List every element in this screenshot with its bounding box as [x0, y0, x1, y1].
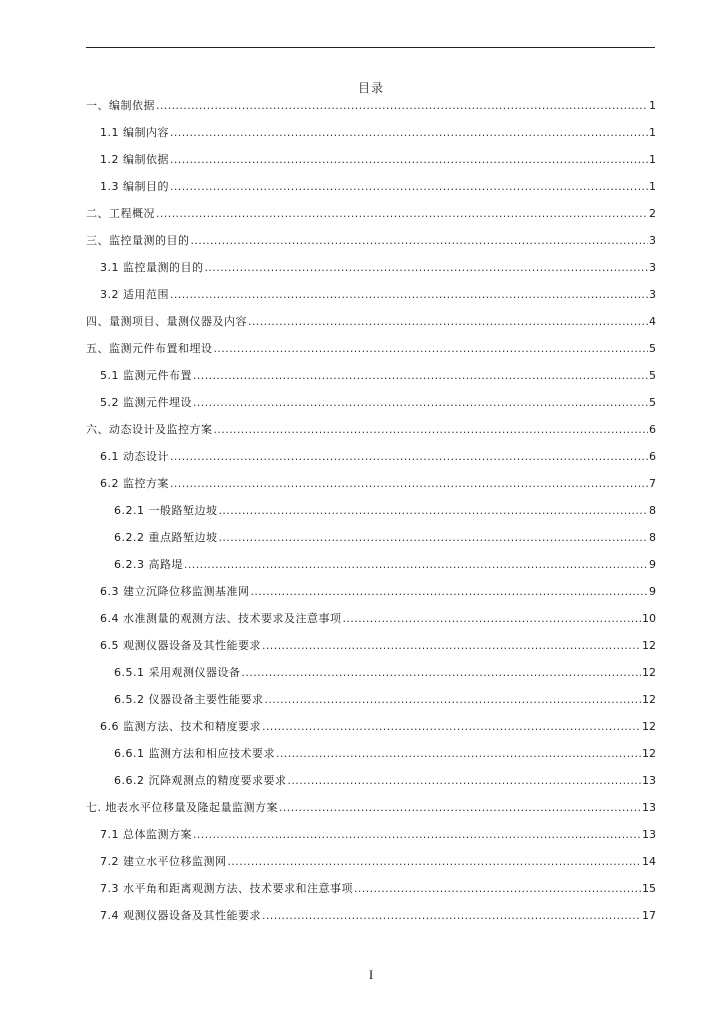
toc-entry-label: 3.2 适用范围	[100, 288, 169, 301]
toc-entry-page: 15	[642, 882, 656, 895]
toc-entry-label: 六、动态设计及监控方案	[86, 423, 213, 436]
toc-entry[interactable]	[100, 449, 656, 465]
toc-entry-page: 13	[642, 801, 656, 814]
toc-entry-label: 6.5 观测仪器设备及其性能要求	[100, 639, 261, 652]
toc-entry-label: 6.5.1 采用观测仪器设备	[114, 666, 241, 679]
dot-leader	[279, 800, 641, 816]
dot-leader	[205, 260, 649, 276]
toc-entry-label: 6.6 监测方法、技术和精度要求	[100, 720, 261, 733]
dot-leader	[265, 692, 642, 708]
toc-entry-page: 12	[642, 666, 656, 679]
toc-entry-label: 7.4 观测仪器设备及其性能要求	[100, 909, 261, 922]
toc-entry[interactable]	[100, 179, 656, 195]
toc-entry[interactable]	[100, 854, 656, 870]
toc-entry-page: 1	[649, 99, 656, 112]
toc-entry-page: 3	[649, 234, 656, 247]
toc-entry-page: 12	[642, 720, 656, 733]
toc-entry[interactable]	[100, 881, 656, 897]
toc-entry-page: 8	[649, 531, 656, 544]
dot-leader	[156, 98, 648, 114]
toc-entry-label: 二、工程概况	[86, 207, 155, 220]
dot-leader	[156, 206, 648, 222]
toc-entry-page: 3	[649, 288, 656, 301]
toc-entry-label: 6.2.2 重点路堑边坡	[114, 531, 218, 544]
toc-entry[interactable]	[114, 557, 656, 573]
toc-entry[interactable]	[100, 260, 656, 276]
dot-leader	[248, 314, 648, 330]
toc-entry-label: 6.6.1 监测方法和相应技术要求	[114, 747, 275, 760]
toc-entry[interactable]	[114, 530, 656, 546]
toc-entry[interactable]	[86, 422, 656, 438]
toc-entry-page: 10	[642, 612, 656, 625]
dot-leader	[170, 152, 648, 168]
toc-entry[interactable]	[86, 341, 656, 357]
toc-entry-page: 6	[649, 450, 656, 463]
toc-entry[interactable]	[114, 773, 656, 789]
toc-entry-page: 9	[649, 585, 656, 598]
dot-leader	[193, 827, 641, 843]
toc-entry-label: 3.1 监控量测的目的	[100, 261, 204, 274]
dot-leader	[354, 881, 641, 897]
toc-entry[interactable]	[100, 368, 656, 384]
dot-leader	[170, 449, 648, 465]
dot-leader	[262, 719, 641, 735]
toc-entry[interactable]	[114, 746, 656, 762]
toc-entry[interactable]	[100, 125, 656, 141]
toc-entry-page: 17	[642, 909, 656, 922]
toc-entry-label: 6.5.2 仪器设备主要性能要求	[114, 693, 264, 706]
dot-leader	[219, 503, 649, 519]
dot-leader	[288, 773, 642, 789]
toc-entry[interactable]	[86, 314, 656, 330]
toc-entry[interactable]	[100, 395, 656, 411]
toc-entry-label: 6.4 水准测量的观测方法、技术要求及注意事项	[100, 612, 342, 625]
dot-leader	[191, 233, 649, 249]
dot-leader	[170, 476, 648, 492]
toc-entry-label: 5.2 监测元件埋设	[100, 396, 192, 409]
toc-entry[interactable]	[86, 206, 656, 222]
toc-entry[interactable]	[86, 233, 656, 249]
toc-entry-label: 1.3 编制目的	[100, 180, 169, 193]
dot-leader	[193, 395, 648, 411]
toc-entry-page: 1	[649, 126, 656, 139]
toc-entry-page: 6	[649, 423, 656, 436]
toc-entry-page: 5	[649, 342, 656, 355]
toc-entry-page: 12	[642, 639, 656, 652]
toc-entry[interactable]	[100, 611, 656, 627]
toc-entry[interactable]	[114, 503, 656, 519]
toc-entry-label: 5.1 监测元件布置	[100, 369, 192, 382]
toc-entry-label: 7.2 建立水平位移监测网	[100, 855, 227, 868]
toc-entry-label: 6.2.1 一般路堑边坡	[114, 504, 218, 517]
dot-leader	[214, 422, 649, 438]
toc-entry-page: 13	[642, 828, 656, 841]
dot-leader	[228, 854, 642, 870]
toc-entry-label: 6.2.3 高路堤	[114, 558, 183, 571]
toc-entry-label: 七. 地表水平位移量及隆起量监测方案	[86, 801, 278, 814]
toc-entry-page: 1	[649, 180, 656, 193]
dot-leader	[262, 908, 641, 924]
page-number: I	[368, 967, 374, 982]
toc-entry[interactable]	[100, 638, 656, 654]
toc-entry[interactable]	[100, 152, 656, 168]
toc-entry-label: 6.1 动态设计	[100, 450, 169, 463]
toc-entry-page: 14	[642, 855, 656, 868]
dot-leader	[193, 368, 648, 384]
toc-entry-label: 1.1 编制内容	[100, 126, 169, 139]
toc-entry-page: 1	[649, 153, 656, 166]
dot-leader	[214, 341, 649, 357]
toc-entry-label: 6.3 建立沉降位移监测基准网	[100, 585, 250, 598]
dot-leader	[343, 611, 642, 627]
toc-entry-label: 7.1 总体监测方案	[100, 828, 192, 841]
toc-entry-page: 7	[649, 477, 656, 490]
toc-entry-label: 五、监测元件布置和埋设	[86, 342, 213, 355]
toc-entry[interactable]	[86, 800, 656, 816]
toc-entry-page: 8	[649, 504, 656, 517]
dot-leader	[170, 287, 648, 303]
toc-entry[interactable]	[114, 665, 656, 681]
toc-entry-label: 6.2 监控方案	[100, 477, 169, 490]
toc-entry-label: 1.2 编制依据	[100, 153, 169, 166]
toc-entry[interactable]	[100, 584, 656, 600]
toc-entry-page: 3	[649, 261, 656, 274]
toc-entry-label: 四、量测项目、量测仪器及内容	[86, 315, 247, 328]
toc-entry[interactable]	[100, 287, 656, 303]
dot-leader	[251, 584, 649, 600]
toc-entry-page: 2	[649, 207, 656, 220]
toc-title: 目录	[357, 81, 384, 95]
toc-entry[interactable]	[86, 98, 656, 114]
toc-entry-page: 13	[642, 774, 656, 787]
dot-leader	[219, 530, 649, 546]
dot-leader	[170, 179, 648, 195]
toc-entry-page: 5	[649, 369, 656, 382]
dot-leader	[262, 638, 641, 654]
dot-leader	[184, 557, 648, 573]
toc-entry-label: 7.3 水平角和距离观测方法、技术要求和注意事项	[100, 882, 353, 895]
toc-entry[interactable]	[100, 476, 656, 492]
toc-entry-page: 9	[649, 558, 656, 571]
toc-entry[interactable]	[100, 827, 656, 843]
dot-leader	[242, 665, 642, 681]
toc-entry-label: 一、编制依据	[86, 99, 155, 112]
dot-leader	[170, 125, 648, 141]
toc-entry-page: 12	[642, 747, 656, 760]
toc-entry[interactable]	[100, 908, 656, 924]
dot-leader	[276, 746, 641, 762]
toc-entry-label: 三、监控量测的目的	[86, 234, 190, 247]
toc-entry-label: 6.6.2 沉降观测点的精度要求要求	[114, 774, 287, 787]
toc-entry[interactable]	[114, 692, 656, 708]
toc-entry-page: 5	[649, 396, 656, 409]
toc-entry-page: 12	[642, 693, 656, 706]
toc-entry-page: 4	[649, 315, 656, 328]
toc-entry[interactable]	[100, 719, 656, 735]
